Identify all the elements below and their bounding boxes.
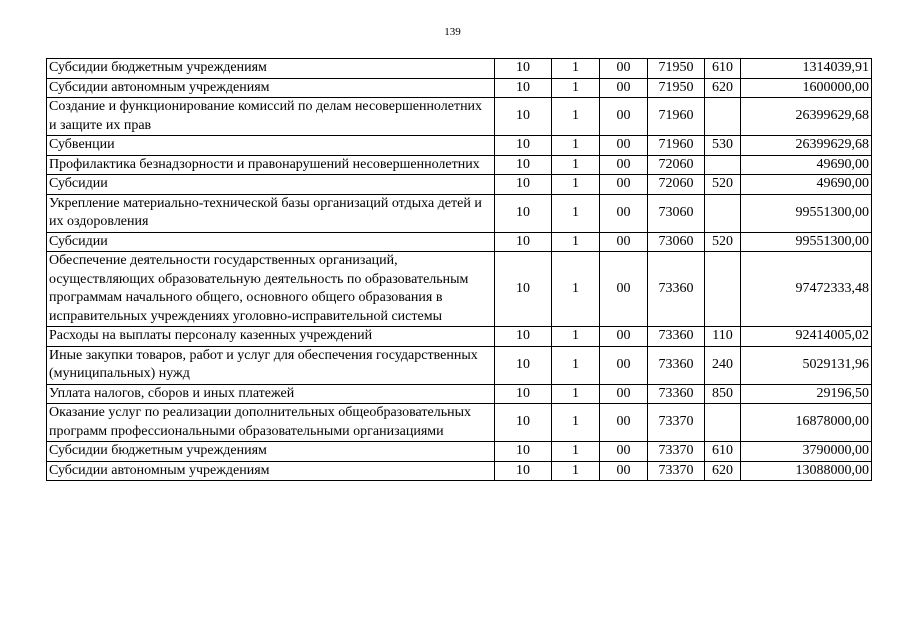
row-code-cell: 73360 — [648, 384, 705, 404]
row-code-cell: 72060 — [648, 155, 705, 175]
row-amount-cell: 49690,00 — [741, 175, 872, 195]
table-row — [47, 404, 872, 442]
row-program-cell: 00 — [600, 98, 648, 136]
row-subsection-cell: 1 — [552, 98, 600, 136]
table-body — [47, 59, 872, 481]
row-amount-cell: 97472333,48 — [741, 252, 872, 327]
table-row — [47, 442, 872, 462]
row-code-cell: 71960 — [648, 136, 705, 156]
row-subsection-cell: 1 — [552, 136, 600, 156]
table-row — [47, 175, 872, 195]
row-program-cell: 00 — [600, 59, 648, 79]
table-row — [47, 59, 872, 79]
row-name-cell: Расходы на выплаты персоналу казенных учреждений — [47, 327, 495, 347]
row-expense-type-cell: 620 — [705, 461, 741, 481]
row-subsection-cell: 1 — [552, 78, 600, 98]
row-code-cell: 73360 — [648, 327, 705, 347]
row-expense-type-cell: 620 — [705, 78, 741, 98]
row-amount-cell: 1314039,91 — [741, 59, 872, 79]
table-row — [47, 194, 872, 232]
row-section-cell: 10 — [495, 175, 552, 195]
row-expense-type-cell — [705, 404, 741, 442]
row-subsection-cell: 1 — [552, 175, 600, 195]
row-program-cell: 00 — [600, 442, 648, 462]
row-section-cell: 10 — [495, 194, 552, 232]
row-expense-type-cell: 520 — [705, 232, 741, 252]
row-program-cell: 00 — [600, 346, 648, 384]
row-name-cell: Оказание услуг по реализации дополнительных общеобразовательных программ профессиональными образовательными организациями — [47, 404, 495, 442]
row-expense-type-cell — [705, 155, 741, 175]
table-row — [47, 384, 872, 404]
row-code-cell: 73370 — [648, 461, 705, 481]
row-subsection-cell: 1 — [552, 346, 600, 384]
row-section-cell: 10 — [495, 78, 552, 98]
row-code-cell: 73360 — [648, 346, 705, 384]
row-section-cell: 10 — [495, 442, 552, 462]
row-expense-type-cell — [705, 194, 741, 232]
row-amount-cell: 26399629,68 — [741, 136, 872, 156]
row-code-cell: 73370 — [648, 404, 705, 442]
table-row — [47, 136, 872, 156]
row-code-cell: 71950 — [648, 59, 705, 79]
row-subsection-cell: 1 — [552, 461, 600, 481]
row-expense-type-cell: 110 — [705, 327, 741, 347]
row-expense-type-cell — [705, 252, 741, 327]
row-subsection-cell: 1 — [552, 194, 600, 232]
row-amount-cell: 92414005,02 — [741, 327, 872, 347]
row-code-cell: 73060 — [648, 194, 705, 232]
row-code-cell: 71960 — [648, 98, 705, 136]
row-amount-cell: 5029131,96 — [741, 346, 872, 384]
row-name-cell: Субсидии бюджетным учреждениям — [47, 442, 495, 462]
row-program-cell: 00 — [600, 155, 648, 175]
row-name-cell: Субсидии автономным учреждениям — [47, 78, 495, 98]
page-number: 139 — [444, 26, 461, 38]
table-row — [47, 98, 872, 136]
row-subsection-cell: 1 — [552, 442, 600, 462]
row-name-cell: Уплата налогов, сборов и иных платежей — [47, 384, 495, 404]
row-amount-cell: 26399629,68 — [741, 98, 872, 136]
row-subsection-cell: 1 — [552, 327, 600, 347]
table-row — [47, 155, 872, 175]
row-program-cell: 00 — [600, 175, 648, 195]
row-section-cell: 10 — [495, 252, 552, 327]
row-program-cell: 00 — [600, 327, 648, 347]
row-amount-cell: 16878000,00 — [741, 404, 872, 442]
row-subsection-cell: 1 — [552, 252, 600, 327]
row-section-cell: 10 — [495, 404, 552, 442]
row-program-cell: 00 — [600, 461, 648, 481]
row-code-cell: 72060 — [648, 175, 705, 195]
row-name-cell: Профилактика безнадзорности и правонарушений несовершеннолетних — [47, 155, 495, 175]
row-amount-cell: 99551300,00 — [741, 232, 872, 252]
row-code-cell: 71950 — [648, 78, 705, 98]
table-row — [47, 232, 872, 252]
budget-table — [46, 58, 872, 481]
row-amount-cell: 29196,50 — [741, 384, 872, 404]
row-expense-type-cell: 610 — [705, 59, 741, 79]
row-name-cell: Субвенции — [47, 136, 495, 156]
row-section-cell: 10 — [495, 232, 552, 252]
row-section-cell: 10 — [495, 384, 552, 404]
row-name-cell: Иные закупки товаров, работ и услуг для обеспечения государственных (муниципальных) нужд — [47, 346, 495, 384]
row-name-cell: Создание и функционирование комиссий по делам несовершеннолетних и защите их прав — [47, 98, 495, 136]
row-name-cell: Субсидии — [47, 175, 495, 195]
row-code-cell: 73360 — [648, 252, 705, 327]
row-subsection-cell: 1 — [552, 404, 600, 442]
row-program-cell: 00 — [600, 194, 648, 232]
row-section-cell: 10 — [495, 346, 552, 384]
table-row — [47, 252, 872, 327]
row-amount-cell: 1600000,00 — [741, 78, 872, 98]
row-section-cell: 10 — [495, 136, 552, 156]
row-section-cell: 10 — [495, 327, 552, 347]
row-expense-type-cell: 530 — [705, 136, 741, 156]
row-section-cell: 10 — [495, 155, 552, 175]
table-row — [47, 78, 872, 98]
row-section-cell: 10 — [495, 98, 552, 136]
table-row — [47, 346, 872, 384]
row-amount-cell: 13088000,00 — [741, 461, 872, 481]
row-program-cell: 00 — [600, 384, 648, 404]
table-row — [47, 327, 872, 347]
row-amount-cell: 3790000,00 — [741, 442, 872, 462]
row-amount-cell: 49690,00 — [741, 155, 872, 175]
row-program-cell: 00 — [600, 404, 648, 442]
row-subsection-cell: 1 — [552, 59, 600, 79]
row-name-cell: Субсидии — [47, 232, 495, 252]
row-expense-type-cell: 240 — [705, 346, 741, 384]
row-subsection-cell: 1 — [552, 384, 600, 404]
row-expense-type-cell: 850 — [705, 384, 741, 404]
row-name-cell: Укрепление материально-технической базы организаций отдыха детей и их оздоровления — [47, 194, 495, 232]
table-row — [47, 461, 872, 481]
row-name-cell: Субсидии бюджетным учреждениям — [47, 59, 495, 79]
row-program-cell: 00 — [600, 252, 648, 327]
row-section-cell: 10 — [495, 461, 552, 481]
row-name-cell: Субсидии автономным учреждениям — [47, 461, 495, 481]
row-subsection-cell: 1 — [552, 155, 600, 175]
row-program-cell: 00 — [600, 232, 648, 252]
row-program-cell: 00 — [600, 136, 648, 156]
row-program-cell: 00 — [600, 78, 648, 98]
row-code-cell: 73370 — [648, 442, 705, 462]
row-code-cell: 73060 — [648, 232, 705, 252]
row-section-cell: 10 — [495, 59, 552, 79]
row-expense-type-cell: 610 — [705, 442, 741, 462]
row-name-cell: Обеспечение деятельности государственных организаций, осуществляющих образовательную деятельность по образовательным программам начального общего, основного общего образования в исправительных учреждениях уголовно-исправительной системы — [47, 252, 495, 327]
row-amount-cell: 99551300,00 — [741, 194, 872, 232]
row-subsection-cell: 1 — [552, 232, 600, 252]
row-expense-type-cell: 520 — [705, 175, 741, 195]
row-expense-type-cell — [705, 98, 741, 136]
